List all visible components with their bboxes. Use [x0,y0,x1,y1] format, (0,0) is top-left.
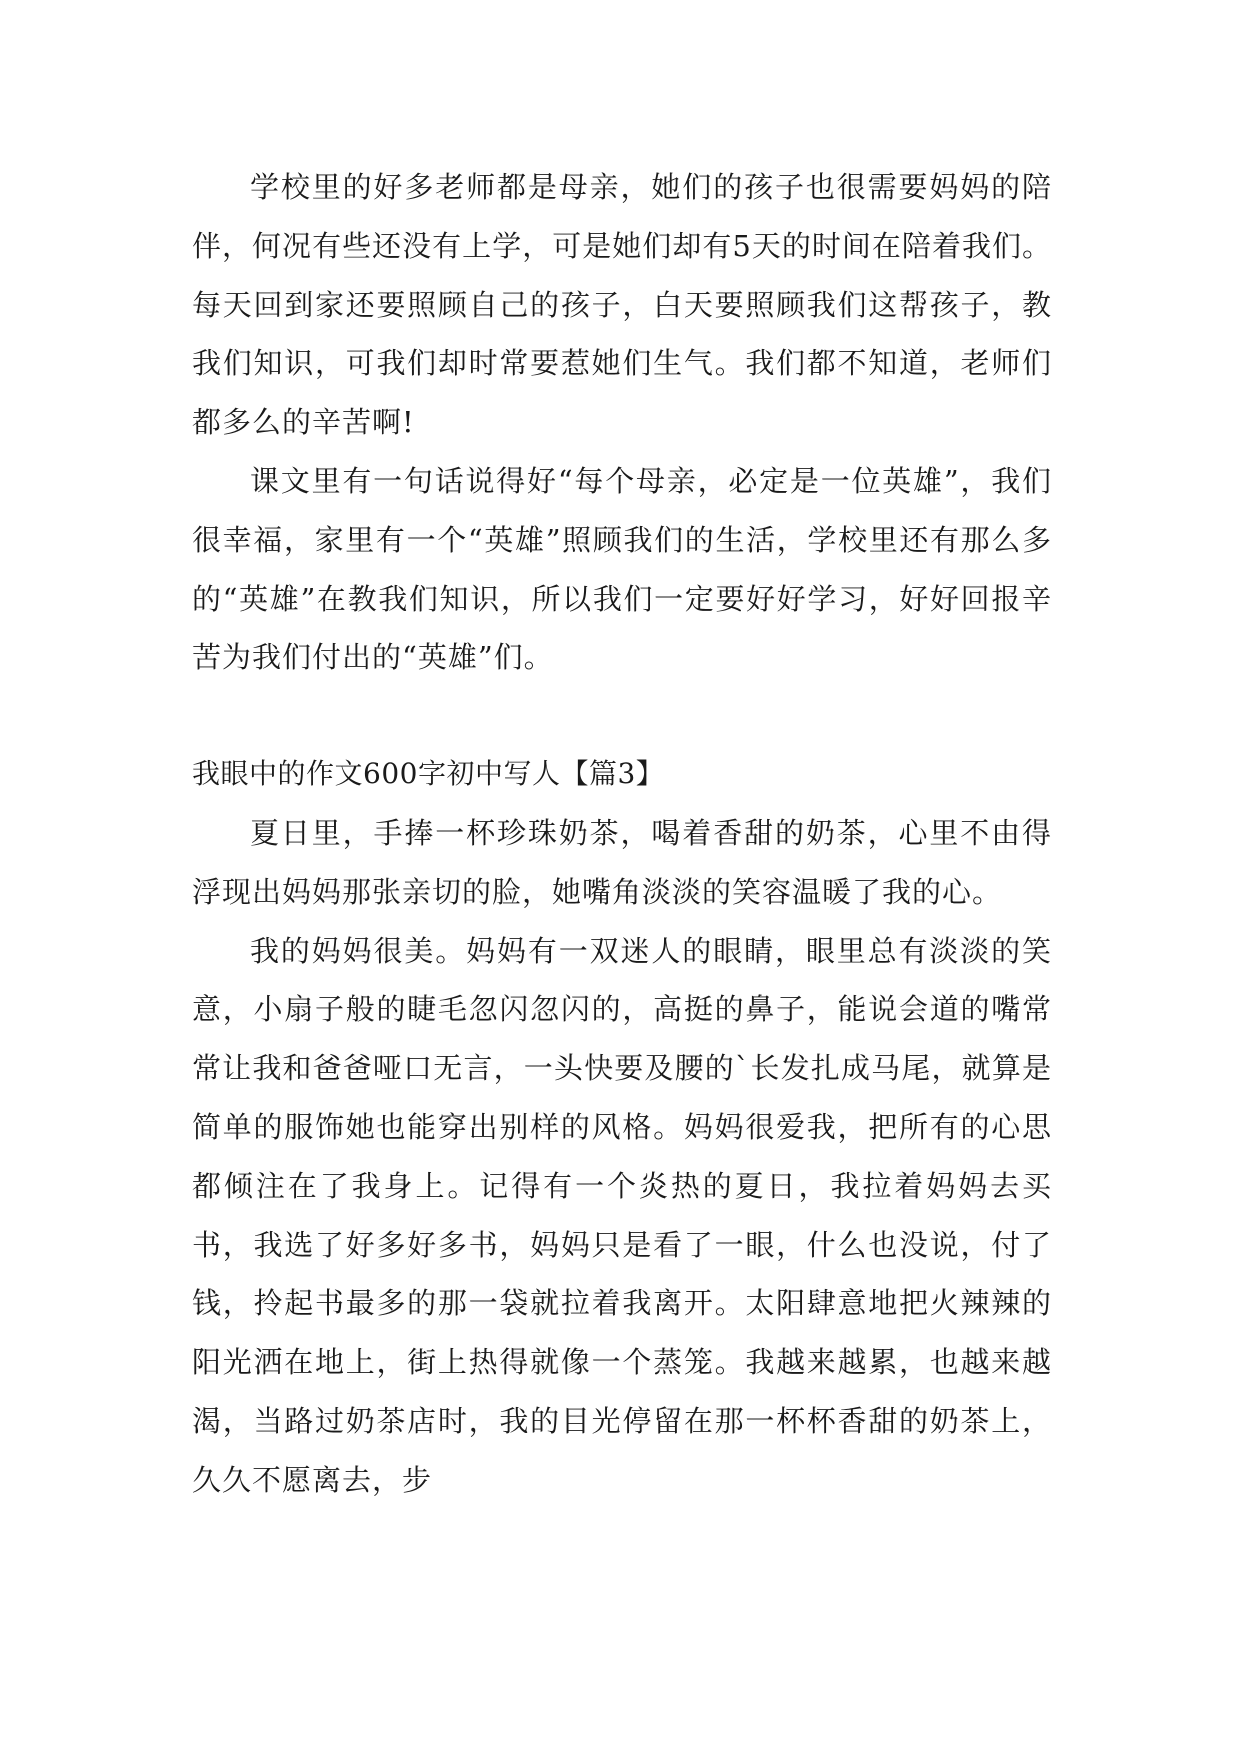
document-body [192,158,1052,1510]
paragraph-teachers-mothers: 学校里的好多老师都是母亲，她们的孩子也很需要妈妈的陪伴，何况有些还没有上学，可是她们却有5天的时间在陪着我们。每天回到家还要照顾自己的孩子，白天要照顾我们这帮孩子，教我们知识，可我们却时常要惹她们生气。我们都不知道，老师们都多么的辛苦啊! [192,170,1052,440]
paragraph-milk-tea-intro: 夏日里，手捧一杯珍珠奶茶，喝着香甜的奶茶，心里不由得浮现出妈妈那张亲切的脸，她嘴角淡淡的笑容温暖了我的心。 [192,815,1052,909]
paragraph-mother-description: 我的妈妈很美。妈妈有一双迷人的眼睛，眼里总有淡淡的笑意，小扇子般的睫毛忽闪忽闪的，高挺的鼻子，能说会道的嘴常常让我和爸爸哑口无言，一头快要及腰的`长发扎成马尾，就算是简单的服饰她也能穿出别样的风格。妈妈很爱我，把所有的心思都倾注在了我身上。记得有一个炎热的夏日，我拉着妈妈去买书，我选了好多好多书，妈妈只是看了一眼，什么也没说，付了钱，拎起书最多的那一袋就拉着我离开。太阳肆意地把火辣辣的阳光洒在地上，街上热得就像一个蒸笼。我越来越累，也越来越渴，当路过奶茶店时，我的目光停留在那一杯杯香甜的奶茶上，久久不愿离去，步 [192,933,1052,1497]
paragraph-mother-hero-quote: 课文里有一句话说得好“每个母亲，必定是一位英雄”，我们很幸福，家里有一个“英雄”照顾我们的生活，学校里还有那么多的“英雄”在教我们知识，所以我们一定要好好学习，好好回报辛苦为我们付出的“英雄”们。 [192,463,1052,675]
section-heading: 我眼中的作文600字初中写人【篇3】 [192,757,665,791]
